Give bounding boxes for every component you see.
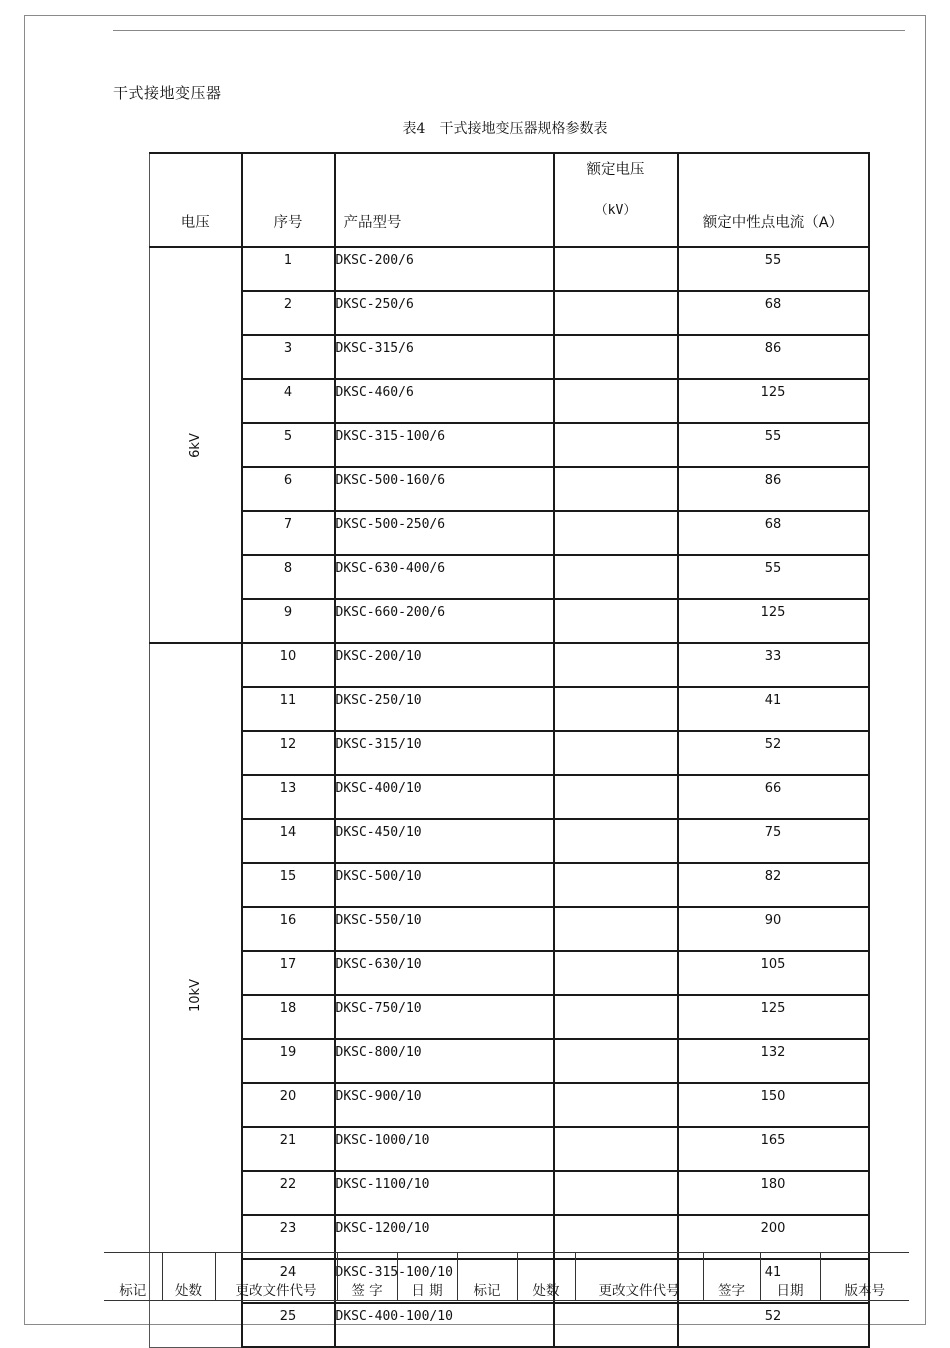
- voltage-group-label: 10kV: [187, 979, 203, 1013]
- model-cell: DKSC-630-400/6: [335, 555, 554, 599]
- rated-voltage-cell: [554, 907, 678, 951]
- seq-cell: 19: [242, 1039, 335, 1083]
- seq-cell: 3: [242, 335, 335, 379]
- rated-voltage-cell: [554, 1083, 678, 1127]
- revision-footer: [104, 1252, 909, 1301]
- table-row: [150, 1039, 869, 1083]
- seq-cell: 2: [242, 291, 335, 335]
- model-cell: DKSC-500/10: [335, 863, 554, 907]
- neutral-current-cell: 52: [678, 731, 869, 775]
- model-cell: DKSC-1200/10: [335, 1215, 554, 1259]
- neutral-current-cell: 165: [678, 1127, 869, 1171]
- footer-label-signature-2: 签字: [703, 1278, 760, 1301]
- neutral-current-cell: 75: [678, 819, 869, 863]
- seq-cell: 24: [242, 1259, 335, 1303]
- header-neutral-current: 额定中性点电流（A）: [678, 153, 869, 247]
- neutral-current-cell: 68: [678, 291, 869, 335]
- neutral-current-cell: 200: [678, 1215, 869, 1259]
- table-caption: [0, 118, 950, 138]
- seq-cell: 18: [242, 995, 335, 1039]
- model-cell: DKSC-1000/10: [335, 1127, 554, 1171]
- table-row: [150, 863, 869, 907]
- header-model: 产品型号: [335, 153, 554, 247]
- neutral-current-cell: 125: [678, 599, 869, 643]
- footer-label-date: 日 期: [397, 1278, 457, 1301]
- header-row: [150, 153, 869, 247]
- seq-cell: 15: [242, 863, 335, 907]
- model-cell: DKSC-660-200/6: [335, 599, 554, 643]
- neutral-current-cell: 180: [678, 1171, 869, 1215]
- neutral-current-cell: 125: [678, 995, 869, 1039]
- header-seq: 序号: [242, 153, 335, 247]
- neutral-current-cell: 52: [678, 1303, 869, 1347]
- header-voltage: 电压: [150, 153, 242, 247]
- seq-cell: 1: [242, 247, 335, 291]
- rated-voltage-cell: [554, 291, 678, 335]
- seq-cell: 10: [242, 643, 335, 687]
- model-cell: DKSC-500-250/6: [335, 511, 554, 555]
- neutral-current-cell: 55: [678, 555, 869, 599]
- model-cell: DKSC-315/6: [335, 335, 554, 379]
- neutral-current-cell: 132: [678, 1039, 869, 1083]
- model-cell: DKSC-750/10: [335, 995, 554, 1039]
- neutral-current-cell: 150: [678, 1083, 869, 1127]
- neutral-current-cell: 66: [678, 775, 869, 819]
- footer-label-mark: 标记: [104, 1278, 162, 1301]
- neutral-current-cell: 55: [678, 247, 869, 291]
- seq-cell: 21: [242, 1127, 335, 1171]
- header-rated-voltage: [554, 153, 678, 247]
- rated-voltage-cell: [554, 819, 678, 863]
- seq-cell: 16: [242, 907, 335, 951]
- table-row: [150, 247, 869, 291]
- seq-cell: 4: [242, 379, 335, 423]
- model-cell: DKSC-200/10: [335, 643, 554, 687]
- rated-voltage-cell: [554, 775, 678, 819]
- model-cell: DKSC-550/10: [335, 907, 554, 951]
- seq-cell: 20: [242, 1083, 335, 1127]
- rated-voltage-cell: [554, 467, 678, 511]
- model-cell: DKSC-250/6: [335, 291, 554, 335]
- seq-cell: 8: [242, 555, 335, 599]
- rated-voltage-cell: [554, 731, 678, 775]
- rated-voltage-cell: [554, 1127, 678, 1171]
- model-cell: DKSC-400-100/10: [335, 1303, 554, 1347]
- table-row: [150, 379, 869, 423]
- table-row: [150, 995, 869, 1039]
- model-cell: DKSC-250/10: [335, 687, 554, 731]
- model-cell: DKSC-900/10: [335, 1083, 554, 1127]
- rated-voltage-cell: [554, 335, 678, 379]
- footer-label-version: 版本号: [820, 1278, 909, 1301]
- neutral-current-cell: 82: [678, 863, 869, 907]
- footer-label-count-2: 处数: [517, 1278, 575, 1301]
- table-row: [150, 423, 869, 467]
- table-row: [150, 775, 869, 819]
- neutral-current-cell: 41: [678, 1259, 869, 1303]
- neutral-current-cell: 125: [678, 379, 869, 423]
- rated-voltage-cell: [554, 1171, 678, 1215]
- table-row: [150, 291, 869, 335]
- model-cell: DKSC-200/6: [335, 247, 554, 291]
- seq-cell: 11: [242, 687, 335, 731]
- voltage-group-cell: [150, 643, 242, 1347]
- neutral-current-cell: 86: [678, 335, 869, 379]
- rated-voltage-cell: [554, 423, 678, 467]
- table-row: [150, 731, 869, 775]
- seq-cell: 7: [242, 511, 335, 555]
- rated-voltage-cell: [554, 643, 678, 687]
- table-row: [150, 1303, 869, 1347]
- voltage-group-cell: [150, 247, 242, 643]
- rated-voltage-cell: [554, 687, 678, 731]
- seq-cell: 17: [242, 951, 335, 995]
- model-cell: DKSC-450/10: [335, 819, 554, 863]
- neutral-current-cell: 105: [678, 951, 869, 995]
- footer-label-change-doc-2: 更改文件代号: [575, 1278, 703, 1301]
- header-rule: [113, 30, 905, 31]
- table-body: [150, 247, 869, 1347]
- voltage-group-label: 6kV: [187, 433, 203, 458]
- rated-voltage-cell: [554, 379, 678, 423]
- spec-table: [149, 152, 870, 1348]
- table-row: [150, 467, 869, 511]
- table-row: [150, 1171, 869, 1215]
- neutral-current-cell: 55: [678, 423, 869, 467]
- rated-voltage-cell: [554, 511, 678, 555]
- table-row: [150, 1127, 869, 1171]
- footer-label-row: [104, 1278, 909, 1301]
- table-row: [150, 511, 869, 555]
- footer-blank-row: [104, 1253, 909, 1279]
- section-title: 干式接地变压器: [113, 84, 222, 102]
- table-row: [150, 907, 869, 951]
- neutral-current-cell: 68: [678, 511, 869, 555]
- table-row: [150, 819, 869, 863]
- table-row: [150, 643, 869, 687]
- table-row: [150, 687, 869, 731]
- table-row: [150, 1083, 869, 1127]
- footer-label-mark-2: 标记: [457, 1278, 517, 1301]
- table-row: [150, 335, 869, 379]
- footer-label-signature: 签 字: [337, 1278, 397, 1301]
- model-cell: DKSC-315-100/6: [335, 423, 554, 467]
- rated-voltage-cell: [554, 599, 678, 643]
- caption-number: 表4: [402, 121, 426, 137]
- seq-cell: 9: [242, 599, 335, 643]
- neutral-current-cell: 90: [678, 907, 869, 951]
- model-cell: DKSC-500-160/6: [335, 467, 554, 511]
- seq-cell: 6: [242, 467, 335, 511]
- neutral-current-cell: 41: [678, 687, 869, 731]
- rated-voltage-cell: [554, 555, 678, 599]
- table-row: [150, 951, 869, 995]
- model-cell: DKSC-400/10: [335, 775, 554, 819]
- seq-cell: 13: [242, 775, 335, 819]
- model-cell: DKSC-315-100/10: [335, 1259, 554, 1303]
- rated-voltage-cell: [554, 247, 678, 291]
- model-cell: DKSC-1100/10: [335, 1171, 554, 1215]
- caption-text: 干式接地变压器规格参数表: [439, 121, 608, 137]
- seq-cell: 22: [242, 1171, 335, 1215]
- model-cell: DKSC-460/6: [335, 379, 554, 423]
- footer-label-change-doc: 更改文件代号: [215, 1278, 337, 1301]
- neutral-current-cell: 33: [678, 643, 869, 687]
- footer-label-count: 处数: [162, 1278, 215, 1301]
- model-cell: DKSC-630/10: [335, 951, 554, 995]
- seq-cell: 12: [242, 731, 335, 775]
- seq-cell: 14: [242, 819, 335, 863]
- seq-cell: 5: [242, 423, 335, 467]
- model-cell: DKSC-315/10: [335, 731, 554, 775]
- neutral-current-cell: 86: [678, 467, 869, 511]
- header-rated-voltage-line2: （kV）: [594, 203, 637, 218]
- seq-cell: 25: [242, 1303, 335, 1347]
- footer-label-date-2: 日期: [760, 1278, 820, 1301]
- rated-voltage-cell: [554, 951, 678, 995]
- header-rated-voltage-line1: 额定电压: [586, 162, 645, 178]
- table-row: [150, 555, 869, 599]
- rated-voltage-cell: [554, 1303, 678, 1347]
- seq-cell: 23: [242, 1215, 335, 1259]
- rated-voltage-cell: [554, 995, 678, 1039]
- rated-voltage-cell: [554, 1039, 678, 1083]
- table-row: [150, 599, 869, 643]
- rated-voltage-cell: [554, 863, 678, 907]
- model-cell: DKSC-800/10: [335, 1039, 554, 1083]
